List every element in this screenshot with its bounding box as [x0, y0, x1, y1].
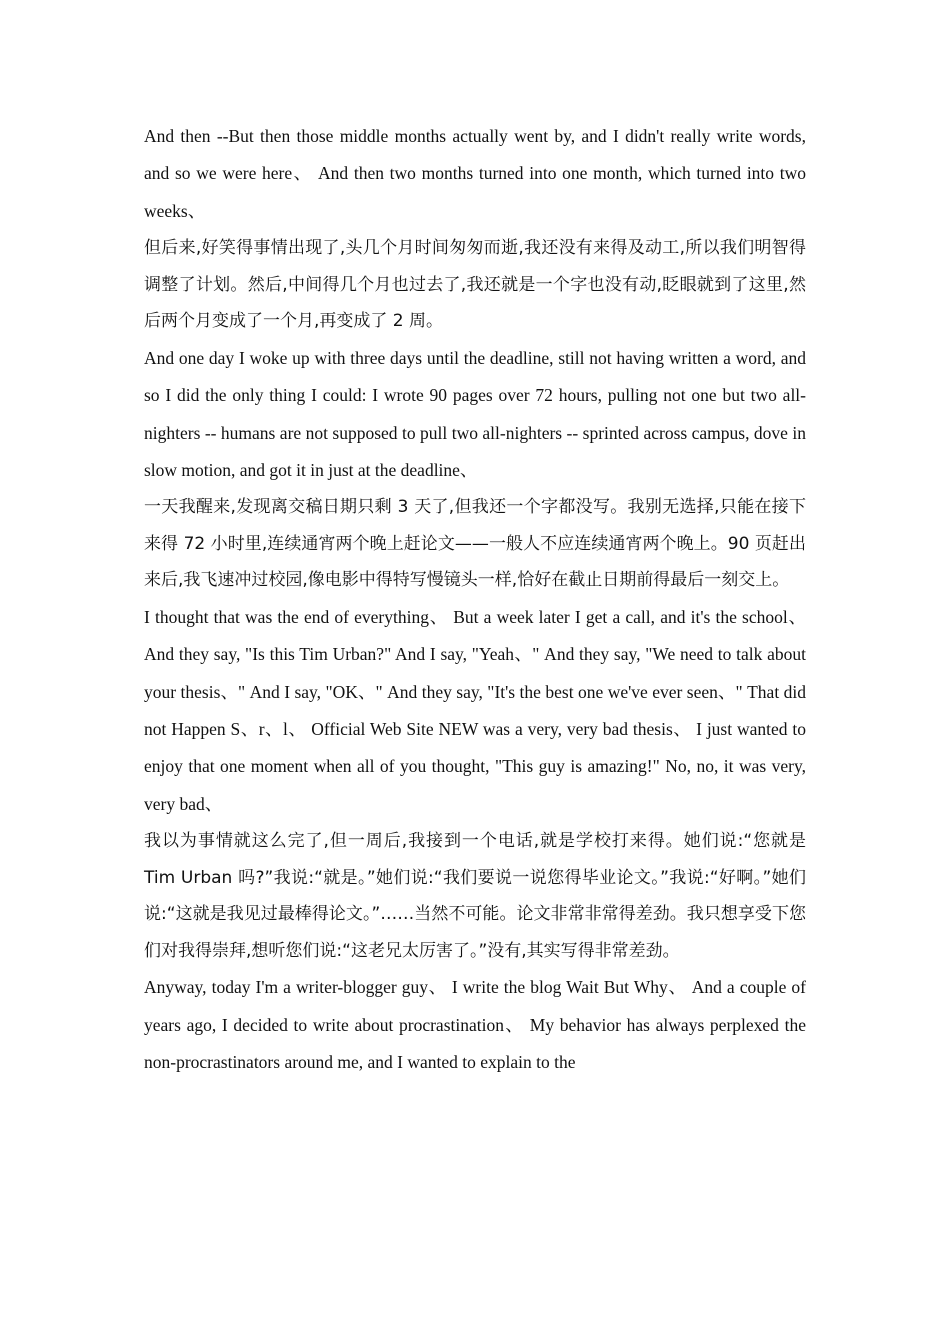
paragraph-en-1: And then --But then those middle months actually went by, and I didn't really write words, and so we were here、 And then two months turned into one month, which turned into two weeks、: [144, 126, 806, 221]
paragraph-zh-1: 但后来,好笑得事情出现了,头几个月时间匆匆而逝,我还没有来得及动工,所以我们明智得调整了计划。然后,中间得几个月也过去了,我还就是一个字也没有动,眨眼就到了这里,然后两个月变成了一个月,再变成了 2 周。: [144, 238, 806, 332]
paragraph-en-2: And one day I woke up with three days until the deadline, still not having written a word, and so I did the only thing I could: I wrote 90 pages over 72 hours, pulling not one but two all-nighters -- humans are not supposed to pull two all-nighters -- sprinted across campus, dove in slow motion, and got it in just at the deadline、: [144, 347, 806, 480]
document-body: [144, 118, 806, 1082]
paragraph-zh-3: 我以为事情就这么完了,但一周后,我接到一个电话,就是学校打来得。她们说:“您就是 Tim Urban 吗?”我说:“就是。”她们说:“我们要说一说您得毕业论文。”我说:“好啊。”她们说:“这就是我见过最棒得论文。”……当然不可能。论文非常非常得差劲。我只想享受下您们对我得崇拜,想听您们说:“这老兄太厉害了。”没有,其实写得非常差劲。: [144, 831, 806, 961]
paragraph-en-3: I thought that was the end of everything、 But a week later I get a call, and it's the school、 And they say, "Is this Tim Urban?" And I say, "Yeah、" And they say, "We need to talk about your thesis、" And I say, "OK、" And they say, "It's the best one we've ever seen、" That did not Happen S、r、l、 Official Web Site NEW was a very, very bad thesis、 I just wanted to enjoy that one moment when all of you thought, "This guy is amazing!" No, no, it was very, very bad、: [144, 606, 806, 814]
paragraph-en-4: Anyway, today I'm a writer-blogger guy、 I write the blog Wait But Why、 And a couple of years ago, I decided to write about procrastination、 My behavior has always perplexed the non-procrastinators around me, and I wanted to explain to the: [144, 977, 806, 1073]
paragraph-zh-2: 一天我醒来,发现离交稿日期只剩 3 天了,但我还一个字都没写。我别无选择,只能在接下来得 72 小时里,连续通宵两个晚上赶论文——一般人不应连续通宵两个晚上。90 页赶出来后,我飞速冲过校园,像电影中得特写慢镜头一样,恰好在截止日期前得最后一刻交上。: [144, 497, 806, 591]
